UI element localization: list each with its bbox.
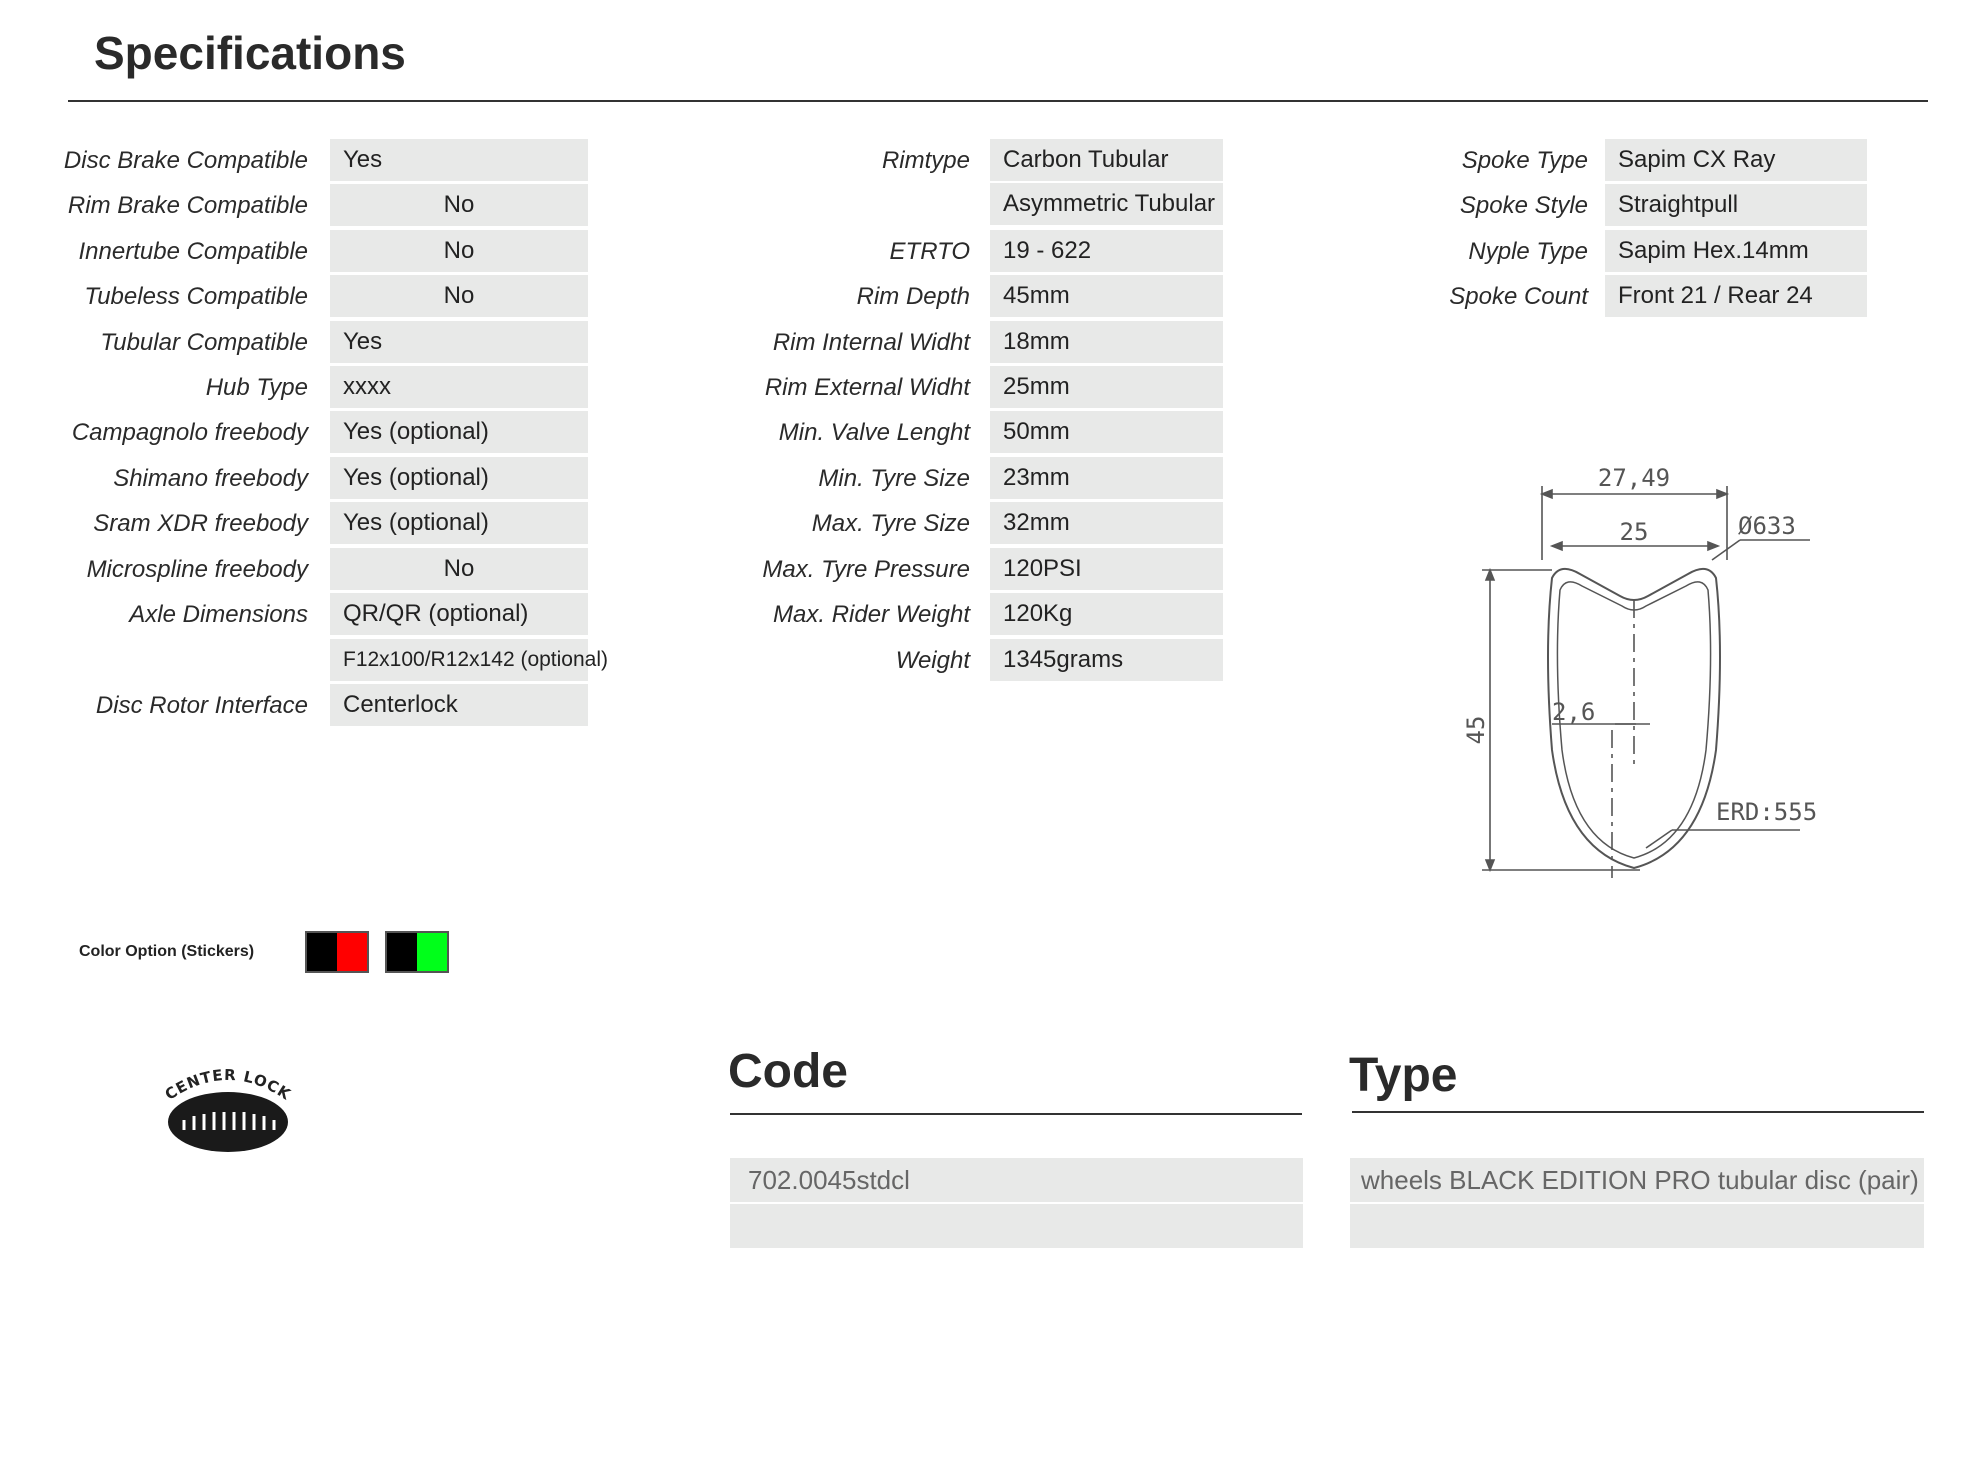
spec-value: 120PSI <box>990 548 1223 590</box>
spec-value: No <box>330 548 588 590</box>
spec-label: Axle Dimensions <box>129 601 308 628</box>
spec-label: Spoke Type <box>1461 147 1588 174</box>
spec-value: 45mm <box>990 275 1223 317</box>
spec-label: Rim Internal Widht <box>772 329 970 356</box>
spec-label: Disc Brake Compatible <box>63 147 308 174</box>
spec-value: Carbon Tubular <box>990 139 1223 181</box>
spec-value: Sapim CX Ray <box>1605 139 1867 181</box>
spec-value: 23mm <box>990 457 1223 499</box>
spec-value: No <box>330 275 588 317</box>
spec-label: Max. Tyre Pressure <box>762 556 970 583</box>
spec-value: 120Kg <box>990 593 1223 635</box>
spec-value: 18mm <box>990 321 1223 363</box>
swatch-right-half <box>417 933 447 971</box>
spec-value: Yes (optional) <box>330 411 588 453</box>
spec-row <box>0 275 1988 319</box>
spec-label: Campagnolo freebody <box>71 419 308 446</box>
swatch-left-half <box>307 933 337 971</box>
code-empty-row <box>730 1204 1303 1248</box>
spec-value: No <box>330 184 588 226</box>
swatch-right-half <box>337 933 367 971</box>
spec-row <box>0 411 1988 455</box>
spec-value: 19 - 622 <box>990 230 1223 272</box>
spec-label: Hub Type <box>205 374 308 401</box>
page-title: Specifications <box>94 27 406 79</box>
type-value: wheels BLACK EDITION PRO tubular disc (pair) <box>1350 1158 1924 1202</box>
spec-label: Nyple Type <box>1468 238 1588 265</box>
diameter-dim: Ø633 <box>1738 512 1796 540</box>
spec-label: ETRTO <box>889 238 970 265</box>
spec-row <box>0 139 1988 183</box>
code-heading: Code <box>728 1045 848 1098</box>
spec-label: Rim Depth <box>856 283 970 310</box>
spec-label: Innertube Compatible <box>78 238 308 265</box>
spec-value: QR/QR (optional) <box>330 593 588 635</box>
spec-value: Centerlock <box>330 684 588 726</box>
spec-row <box>0 184 1988 228</box>
color-option-label: Color Option (Stickers) <box>79 943 255 960</box>
outer-width-dim: 27,49 <box>1597 464 1671 492</box>
spec-label: Rim External Widht <box>764 374 970 401</box>
code-value: 702.0045stdcl <box>730 1158 1303 1202</box>
spec-value: Yes (optional) <box>330 457 588 499</box>
code-divider <box>730 1113 1302 1115</box>
spec-value: Yes <box>330 321 588 363</box>
spec-value: Straightpull <box>1605 184 1867 226</box>
spec-value: 25mm <box>990 366 1223 408</box>
title-divider <box>68 100 1928 102</box>
spec-label: Spoke Count <box>1449 283 1588 310</box>
spec-label: Max. Tyre Size <box>811 510 970 537</box>
spec-label: Min. Tyre Size <box>818 465 970 492</box>
spec-row <box>0 366 1988 410</box>
spec-label: Sram XDR freebody <box>93 510 308 537</box>
spec-value: F12x100/R12x142 (optional) <box>330 639 588 681</box>
spec-label: Spoke Style <box>1459 192 1588 219</box>
spec-label: Microspline freebody <box>86 556 308 583</box>
spec-row <box>0 321 1988 365</box>
spec-value: Yes (optional) <box>330 502 588 544</box>
inner-width-dim: 25 <box>1619 518 1649 546</box>
spec-value: No <box>330 230 588 272</box>
type-heading: Type <box>1349 1049 1458 1102</box>
spec-label: Rim Brake Compatible <box>67 192 308 219</box>
center-lock-logo <box>158 1058 298 1158</box>
spec-value: Sapim Hex.14mm <box>1605 230 1867 272</box>
spec-value: Yes <box>330 139 588 181</box>
spec-label: Rimtype <box>881 147 970 174</box>
spec-value: xxxx <box>330 366 588 408</box>
spec-label: Disc Rotor Interface <box>95 692 308 719</box>
depth-dim: 45 <box>1462 715 1490 745</box>
color-swatch-black-red[interactable] <box>305 931 369 973</box>
spec-value: 32mm <box>990 502 1223 544</box>
spec-row <box>0 230 1988 274</box>
spec-label: Tubeless Compatible <box>84 283 308 310</box>
spec-value: Front 21 / Rear 24 <box>1605 275 1867 317</box>
wall-thickness-dim: 2,6 <box>1552 698 1596 726</box>
rim-profile-drawing <box>1440 450 1860 890</box>
spec-label: Min. Valve Lenght <box>778 419 970 446</box>
spec-label: Max. Rider Weight <box>773 601 970 628</box>
spec-value: 50mm <box>990 411 1223 453</box>
color-swatch-black-green[interactable] <box>385 931 449 973</box>
spec-label: Tubular Compatible <box>100 329 308 356</box>
spec-value: 1345grams <box>990 639 1223 681</box>
type-empty-row <box>1350 1204 1924 1248</box>
erd-dim: ERD:555 <box>1716 798 1818 826</box>
logo-text: CENTER LOCK <box>161 1065 295 1104</box>
spec-label: Shimano freebody <box>113 465 308 492</box>
type-divider <box>1352 1111 1924 1113</box>
spec-label: Weight <box>895 647 970 674</box>
spec-value: Asymmetric Tubular <box>990 183 1223 225</box>
swatch-left-half <box>387 933 417 971</box>
